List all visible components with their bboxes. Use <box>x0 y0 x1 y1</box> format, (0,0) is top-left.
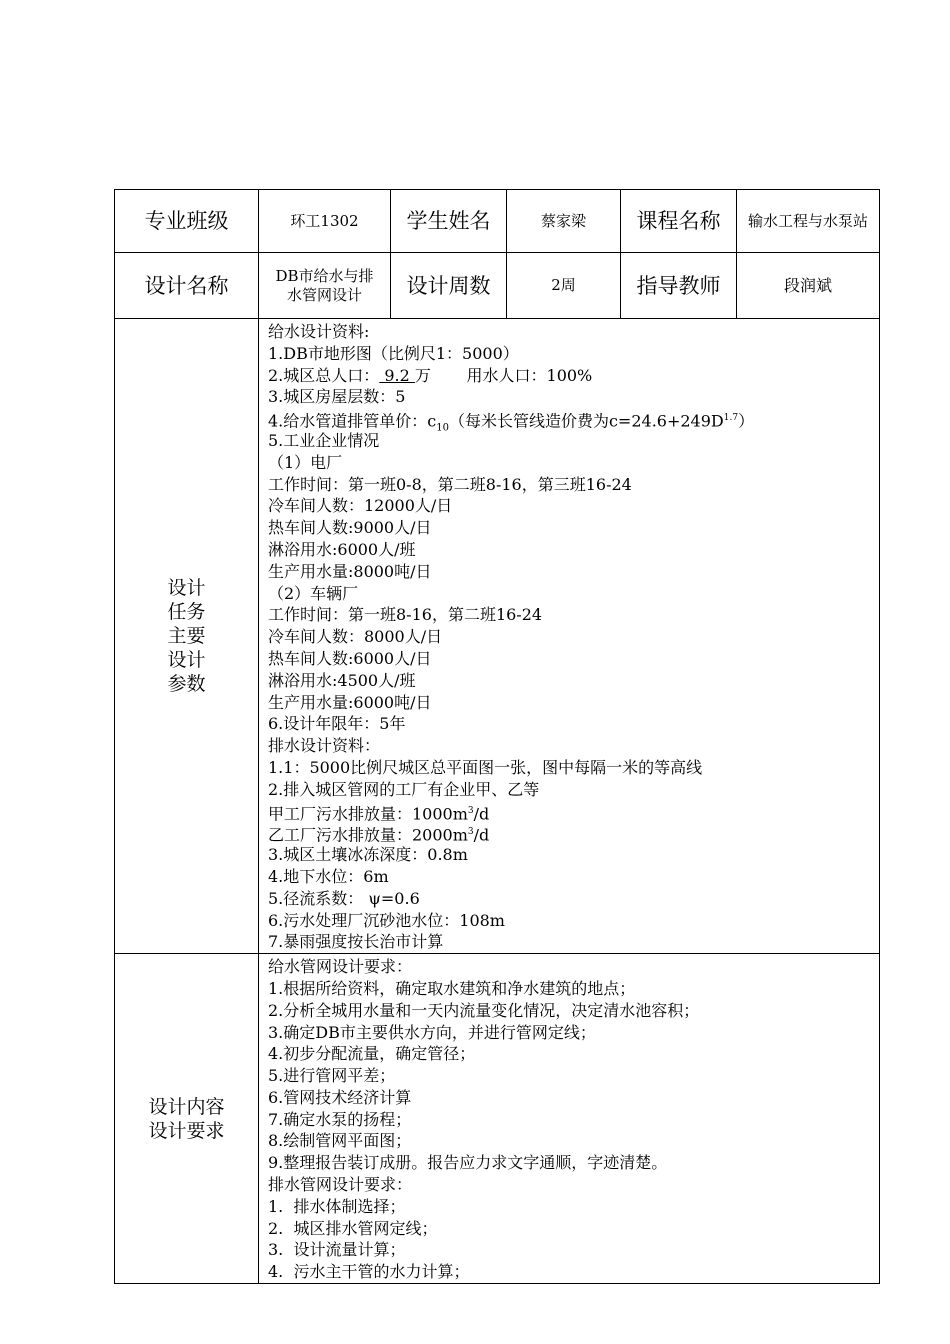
requirements-label-line: 设计内容 <box>148 1095 225 1118</box>
param-line: 5.工业企业情况 <box>268 430 380 450</box>
requirements-label-line: 设计要求 <box>148 1119 225 1142</box>
param-line: 工作时间：第一班8-16，第二班16-24 <box>268 605 543 625</box>
requirement-line: 6.管网技术经济计算 <box>268 1087 412 1107</box>
header-row-2 <box>115 253 880 319</box>
params-label-line: 设计 <box>167 649 206 672</box>
requirement-line: 8.绘制管网平面图； <box>268 1131 412 1151</box>
param-line: 排水设计资料： <box>268 736 381 756</box>
param-line <box>268 365 879 387</box>
param-line: 1.1：5000比例尺城区总平面图一张，图中每隔一米的等高线 <box>268 757 703 777</box>
params-content <box>259 319 880 954</box>
header-row-1 <box>115 190 880 253</box>
requirement-line: 4. 污水主干管的水力计算； <box>268 1262 470 1282</box>
params-label-line: 主要 <box>167 625 206 648</box>
param-line: 4.地下水位：6m <box>268 866 389 886</box>
params-label-line: 设计 <box>167 577 206 600</box>
param-line: 生产用水量:8000吨/日 <box>268 561 432 581</box>
requirement-line: 1.根据所给资料，确定取水建筑和净水建筑的地点； <box>268 978 636 998</box>
param-line: 3.城区土壤冰冻深度：0.8m <box>268 845 468 865</box>
pipe-price-close: ） <box>738 411 755 431</box>
param-line: 冷车间人数：12000人/日 <box>268 496 453 516</box>
param-line: 热车间人数:6000人/日 <box>268 648 432 668</box>
pipe-price-formula: （每米长管线造价费为c=24.6+249D <box>448 411 724 431</box>
param-line: （1）电厂 <box>268 452 343 472</box>
requirement-line: 3.确定DB市主要供水方向，并进行管网定线； <box>268 1022 596 1042</box>
instructor-value: 段润斌 <box>737 253 880 319</box>
param-line <box>268 822 879 844</box>
param-line: 6.设计年限年：5年 <box>268 714 406 734</box>
design-name-value: DB市给水与排水管网设计 <box>259 253 391 319</box>
requirement-line: 给水管网设计要求： <box>268 957 413 977</box>
param-line: 冷车间人数：8000人/日 <box>268 627 443 647</box>
major-class-value: 环工1302 <box>259 190 391 253</box>
design-name-label: 设计名称 <box>115 253 259 319</box>
params-label-line: 任务 <box>167 601 206 624</box>
param-line: 3.城区房屋层数：5 <box>268 387 406 407</box>
params-row <box>115 319 880 954</box>
population-value: 9.2 <box>379 365 415 385</box>
requirement-line: 2.分析全城用水量和一天内流量变化情况，决定清水池容积； <box>268 1000 700 1020</box>
param-line <box>268 801 879 823</box>
instructor-label: 指导教师 <box>621 253 737 319</box>
param-line: 热车间人数:9000人/日 <box>268 518 432 538</box>
pipe-price-text: 4.给水管道排管单价：c <box>268 411 437 431</box>
major-class-label: 专业班级 <box>115 190 259 253</box>
requirement-line: 3. 设计流量计算； <box>268 1240 406 1260</box>
param-line: 给水设计资料: <box>268 322 370 341</box>
pipe-price-subscript: 10 <box>436 422 449 434</box>
course-name-label: 课程名称 <box>621 190 737 253</box>
student-name-label: 学生姓名 <box>391 190 507 253</box>
params-label <box>115 319 259 954</box>
params-label-line: 参数 <box>167 673 206 696</box>
param-line: 6.污水处理厂沉砂池水位：108m <box>268 910 505 930</box>
discharge-b-unit: /d <box>473 825 490 845</box>
requirement-line: 5.进行管网平差； <box>268 1066 396 1086</box>
param-line: 7.暴雨强度按长治市计算 <box>268 932 444 952</box>
cubic-superscript: 3 <box>467 805 474 816</box>
design-weeks-label: 设计周数 <box>391 253 507 319</box>
requirement-line: 9.整理报告装订成册。报告应力求文字通顺，字迹清楚。 <box>268 1153 668 1173</box>
param-line <box>268 408 879 434</box>
param-line: 工作时间：第一班0-8，第二班8-16，第三班16-24 <box>268 474 632 494</box>
requirements-label <box>115 954 259 1284</box>
population-label: 2.城区总人口： <box>268 365 380 385</box>
requirement-line: 1. 排水体制选择； <box>268 1196 406 1216</box>
param-line: 生产用水量:6000吨/日 <box>268 692 432 712</box>
param-line: （2）车辆厂 <box>268 583 359 603</box>
course-name-value: 输水工程与水泵站 <box>737 190 880 253</box>
requirement-line: 2. 城区排水管网定线； <box>268 1218 438 1238</box>
requirements-content <box>259 954 880 1284</box>
param-line: 2.排入城区管网的工厂有企业甲、乙等 <box>268 779 540 799</box>
discharge-a-unit: /d <box>473 803 490 823</box>
population-suffix: 万 用水人口：100% <box>414 365 593 385</box>
param-line: 1.DB市地形图（比例尺1：5000） <box>268 343 519 363</box>
requirement-line: 排水管网设计要求： <box>268 1175 413 1195</box>
cubic-superscript: 3 <box>467 827 474 838</box>
design-task-table <box>114 189 880 1284</box>
param-line: 淋浴用水:4500人/班 <box>268 670 416 690</box>
pipe-price-exponent: 1.7 <box>723 413 739 424</box>
requirements-row <box>115 954 880 1284</box>
discharge-a-text: 甲工厂污水排放量：1000m <box>268 803 468 823</box>
param-line: 5.径流系数： ψ=0.6 <box>268 888 420 908</box>
student-name-value: 蔡家梁 <box>507 190 621 253</box>
design-weeks-value: 2周 <box>507 253 621 319</box>
requirement-line: 4.初步分配流量，确定管径； <box>268 1044 476 1064</box>
discharge-b-text: 乙工厂污水排放量：2000m <box>268 825 468 845</box>
param-line: 淋浴用水:6000人/班 <box>268 539 416 559</box>
requirement-line: 7.确定水泵的扬程； <box>268 1109 412 1129</box>
